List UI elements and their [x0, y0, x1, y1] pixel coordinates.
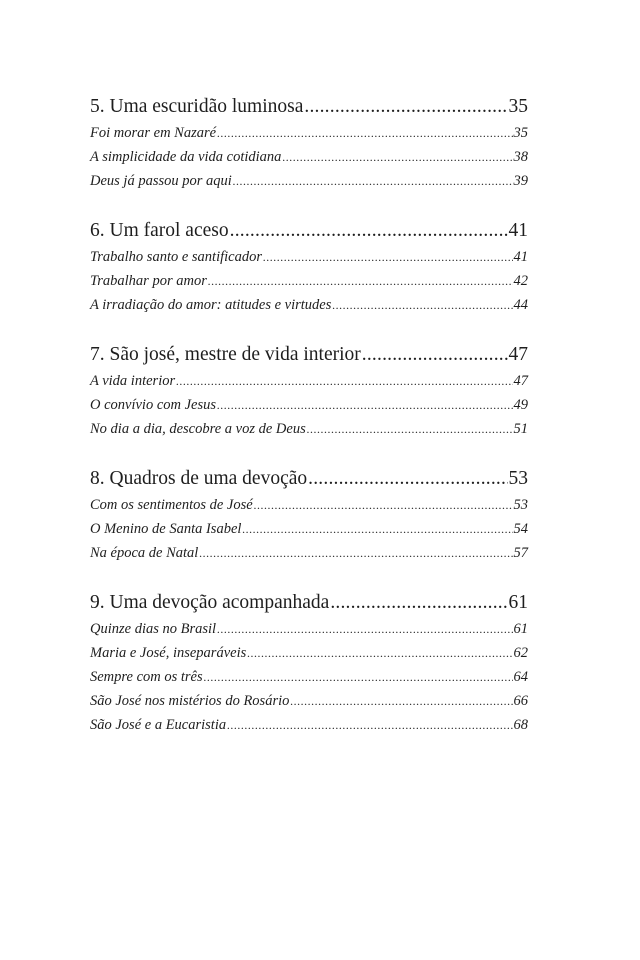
section-title: Trabalhar por amor — [90, 273, 207, 289]
section-title: São José e a Eucaristia — [90, 717, 227, 733]
section-title: No dia a dia, descobre a voz de Deus — [90, 421, 306, 437]
toc-chapter — [90, 341, 528, 441]
section-title: A simplicidade da vida cotidiana — [90, 149, 282, 165]
section-page-number: 41 — [513, 249, 528, 265]
section-page-number: 42 — [513, 273, 528, 289]
section-entry — [90, 369, 528, 393]
section-entry — [90, 121, 528, 145]
section-title: Deus já passou por aqui — [90, 173, 232, 189]
chapter-title: 5. Uma escuridão luminosa — [90, 96, 304, 117]
section-entry — [90, 169, 528, 193]
chapter-heading — [90, 217, 528, 245]
chapter-heading — [90, 341, 528, 369]
section-page-number: 53 — [513, 497, 528, 513]
section-page-number: 62 — [513, 645, 528, 661]
section-page-number: 68 — [513, 717, 528, 733]
section-title: A irradiação do amor: atitudes e virtudes — [90, 297, 332, 313]
section-entry — [90, 293, 528, 317]
dot-leader — [242, 517, 512, 541]
section-page-number: 39 — [513, 173, 528, 189]
dot-leader — [217, 393, 512, 417]
section-page-number: 61 — [513, 621, 528, 637]
dot-leader — [254, 493, 513, 517]
dot-leader — [199, 541, 512, 565]
dot-leader — [308, 465, 507, 493]
dot-leader — [204, 665, 513, 689]
dot-leader — [332, 293, 512, 317]
chapter-title: 6. Um farol aceso — [90, 220, 229, 241]
dot-leader — [290, 689, 512, 713]
dot-leader — [307, 417, 513, 441]
chapter-title: 7. São josé, mestre de vida interior — [90, 344, 361, 365]
section-title: O Menino de Santa Isabel — [90, 521, 242, 537]
section-title: Foi morar em Nazaré — [90, 125, 217, 141]
chapter-page-number: 35 — [508, 96, 528, 117]
dot-leader — [217, 617, 512, 641]
section-page-number: 44 — [513, 297, 528, 313]
chapter-title: 8. Quadros de uma devoção — [90, 468, 308, 489]
dot-leader — [233, 169, 513, 193]
section-page-number: 54 — [513, 521, 528, 537]
section-title: Trabalho santo e santificador — [90, 249, 263, 265]
section-title: São José nos mistérios do Rosário — [90, 693, 290, 709]
section-page-number: 49 — [513, 397, 528, 413]
section-entry — [90, 417, 528, 441]
chapter-page-number: 41 — [508, 220, 528, 241]
dot-leader — [304, 93, 507, 121]
toc-chapter — [90, 465, 528, 565]
section-entry — [90, 269, 528, 293]
section-page-number: 47 — [513, 373, 528, 389]
section-page-number: 64 — [513, 669, 528, 685]
section-entry — [90, 493, 528, 517]
section-entry — [90, 393, 528, 417]
dot-leader — [282, 145, 512, 169]
dot-leader — [230, 217, 508, 245]
chapter-page-number: 47 — [508, 344, 528, 365]
section-entry — [90, 517, 528, 541]
section-title: Maria e José, inseparáveis — [90, 645, 247, 661]
section-title: Com os sentimentos de José — [90, 497, 253, 513]
dot-leader — [208, 269, 513, 293]
toc-chapter — [90, 589, 528, 737]
section-entry — [90, 145, 528, 169]
dot-leader — [227, 713, 512, 737]
section-page-number: 38 — [513, 149, 528, 165]
section-page-number: 66 — [513, 693, 528, 709]
dot-leader — [217, 121, 512, 145]
section-title: Sempre com os três — [90, 669, 203, 685]
dot-leader — [263, 245, 512, 269]
toc-chapter — [90, 93, 528, 193]
dot-leader — [330, 589, 507, 617]
dot-leader — [176, 369, 512, 393]
chapter-title: 9. Uma devoção acompanhada — [90, 592, 330, 613]
section-title: Quinze dias no Brasil — [90, 621, 217, 637]
chapter-heading — [90, 589, 528, 617]
section-page-number: 35 — [513, 125, 528, 141]
section-title: O convívio com Jesus — [90, 397, 217, 413]
section-page-number: 51 — [513, 421, 528, 437]
section-entry — [90, 541, 528, 565]
section-entry — [90, 641, 528, 665]
chapter-page-number: 61 — [508, 592, 528, 613]
section-entry — [90, 713, 528, 737]
dot-leader — [362, 341, 508, 369]
toc-chapter — [90, 217, 528, 317]
section-title: Na época de Natal — [90, 545, 199, 561]
section-entry — [90, 665, 528, 689]
section-title: A vida interior — [90, 373, 176, 389]
dot-leader — [247, 641, 512, 665]
section-entry — [90, 689, 528, 713]
section-entry — [90, 245, 528, 269]
section-entry — [90, 617, 528, 641]
section-page-number: 57 — [513, 545, 528, 561]
chapter-heading — [90, 465, 528, 493]
chapter-page-number: 53 — [508, 468, 528, 489]
table-of-contents — [90, 93, 528, 761]
chapter-heading — [90, 93, 528, 121]
